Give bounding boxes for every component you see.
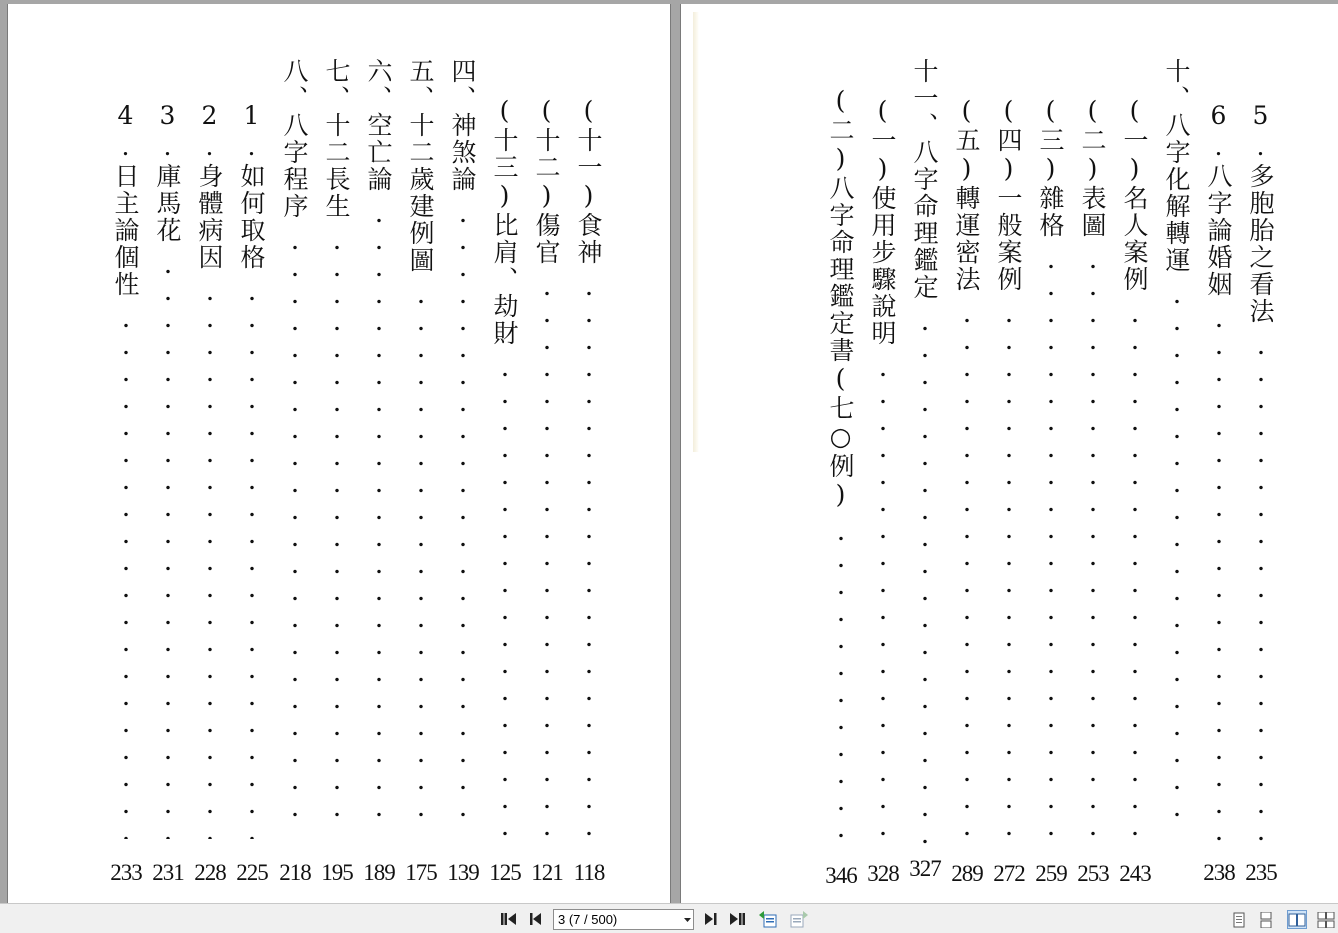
right-page [680, 4, 1338, 903]
toc-entry [110, 4, 142, 899]
toc-page-number: 195 [321, 860, 353, 885]
toc-page-number: 228 [194, 860, 226, 885]
toc-dot-leader [335, 234, 339, 839]
last-page-icon [729, 911, 747, 927]
toc-dot-leader [545, 280, 549, 839]
toc-entry [531, 4, 563, 899]
toc-page-number: 139 [447, 860, 479, 885]
toc-dot-leader [1217, 312, 1221, 853]
toc-entry [405, 4, 437, 899]
toc-dot-leader [965, 307, 969, 854]
toc-entry [1077, 4, 1109, 899]
toc-dot-leader [419, 288, 423, 839]
toc-entry-title: 4.日主論個性 [111, 101, 140, 298]
toc-entry-title: 五、十二歲建例圖 [406, 58, 435, 274]
toc-dot-leader [250, 285, 254, 839]
toc-entry-title: 2.身體病因 [195, 101, 224, 271]
toc-dot-leader [293, 234, 297, 839]
toc-dot-leader [923, 315, 927, 849]
toc-page-number: 238 [1203, 860, 1235, 885]
toc-entry [279, 4, 311, 899]
toc-entry [489, 4, 521, 899]
first-page-icon [499, 911, 517, 927]
single-page-view-icon [1232, 912, 1246, 928]
history-back-icon [758, 910, 778, 928]
toc-entry [1119, 4, 1151, 899]
left-page [7, 4, 671, 903]
toc-page-number: 189 [363, 860, 395, 885]
toc-dot-leader [461, 207, 465, 839]
toc-entry [951, 4, 983, 899]
toc-entry [825, 4, 857, 899]
toc-entry [152, 4, 184, 899]
toc-page-number: 243 [1119, 861, 1151, 886]
toc-dot-leader [1133, 307, 1137, 854]
toc-page-number: 328 [867, 861, 899, 886]
next-page-icon [704, 911, 718, 927]
toc-dot-leader [377, 207, 381, 839]
toc-dot-leader [1259, 339, 1263, 853]
toc-entry [1035, 4, 1067, 899]
toc-entry [194, 4, 226, 899]
toc-entry [1245, 4, 1277, 899]
toc-entry-title: 八、八字程序 [280, 58, 309, 220]
toc-entry-title: 5.多胞胎之看法 [1246, 101, 1275, 325]
toc-page-number: 225 [236, 860, 268, 885]
toc-entry [321, 4, 353, 899]
toc-dot-leader [1091, 253, 1095, 854]
toc-entry-title: 四、神煞論 [448, 58, 477, 193]
toc-entry [993, 4, 1025, 899]
toc-page-number: 327 [909, 856, 941, 881]
toc-entry-title: (十一)食神 [574, 96, 603, 266]
toc-entry-title: (一)名人案例 [1120, 96, 1149, 293]
facing-pages-view-icon [1288, 912, 1306, 928]
toc-dot-leader [839, 525, 843, 856]
prev-page-icon [528, 911, 542, 927]
toc-dot-leader [1007, 307, 1011, 854]
toc-entry-title: 六、空亡論 [364, 58, 393, 193]
toc-entry [236, 4, 268, 899]
toc-entry [1164, 4, 1190, 899]
toc-entry-title: (二)表圖 [1078, 96, 1107, 239]
toc-entry-title: 3.庫馬花 [153, 101, 182, 244]
history-forward-icon [789, 910, 809, 928]
toc-page-number: 272 [993, 861, 1025, 886]
toc-entry [363, 4, 395, 899]
toc-page-number: 235 [1245, 860, 1277, 885]
facing-pages-view-button[interactable] [1287, 910, 1307, 929]
toc-entry-title: (十三)比肩、劫財 [490, 96, 519, 347]
toc-entry-title: (五)轉運密法 [952, 96, 981, 293]
toc-page-number: 289 [951, 861, 983, 886]
toc-dot-leader [587, 280, 591, 839]
toc-entry-title: (三)雜格 [1036, 96, 1065, 239]
toc-page-number: 118 [573, 860, 605, 885]
navigation-toolbar [0, 903, 1338, 933]
toc-page-number: 218 [279, 860, 311, 885]
toc-entry-title: 七、十二長生 [322, 58, 351, 220]
toc-entry [909, 4, 941, 899]
toc-entry-title: 十一、八字命理鑑定 [910, 58, 939, 301]
toc-entry [573, 4, 605, 899]
page-gutter-shade [693, 12, 699, 452]
toc-page-number: 259 [1035, 861, 1067, 886]
facing-continuous-view-icon [1317, 912, 1335, 928]
toc-dot-leader [1175, 288, 1179, 839]
page-number-combo[interactable] [553, 909, 694, 930]
continuous-view-icon [1259, 912, 1273, 928]
next-page-button[interactable] [700, 909, 722, 929]
first-page-button[interactable] [497, 909, 519, 929]
toc-dot-leader [881, 361, 885, 854]
prev-page-button[interactable] [524, 909, 546, 929]
toc-page-number: 231 [152, 860, 184, 885]
last-page-button[interactable] [727, 909, 749, 929]
toc-entry-title: (十二)傷官 [532, 96, 561, 266]
single-page-view-button[interactable] [1229, 910, 1249, 929]
toc-page-number: 346 [825, 863, 857, 888]
continuous-view-button[interactable] [1256, 910, 1276, 929]
facing-continuous-view-button[interactable] [1316, 910, 1336, 929]
toc-entry-title: (一)使用步驟說明 [868, 96, 897, 347]
toc-entry [1203, 4, 1235, 899]
toc-page-number: 175 [405, 860, 437, 885]
chevron-down-icon[interactable] [681, 910, 693, 929]
history-back-button[interactable] [757, 909, 779, 929]
toc-entry [447, 4, 479, 899]
toc-page-number: 125 [489, 860, 521, 885]
toc-dot-leader [124, 312, 128, 839]
toc-entry-title: (二)八字命理鑑定書(七○例) [826, 86, 855, 511]
toc-page-number: 233 [110, 860, 142, 885]
toc-page-number: 121 [531, 860, 563, 885]
toc-entry-title: 十、八字化解轉運 [1162, 58, 1191, 274]
toc-entry-title: 6.八字論婚姻 [1204, 101, 1233, 298]
history-forward-button[interactable] [788, 909, 810, 929]
toc-page-number: 253 [1077, 861, 1109, 886]
toc-dot-leader [503, 361, 507, 839]
toc-entry [867, 4, 899, 899]
toc-dot-leader [1049, 253, 1053, 854]
toc-dot-leader [208, 285, 212, 839]
page-indicator: 3 (7 / 500) [558, 912, 618, 927]
toc-entry-title: 1.如何取格 [237, 101, 266, 271]
toc-entry-title: (四)一般案例 [994, 96, 1023, 293]
toc-dot-leader [166, 258, 170, 839]
